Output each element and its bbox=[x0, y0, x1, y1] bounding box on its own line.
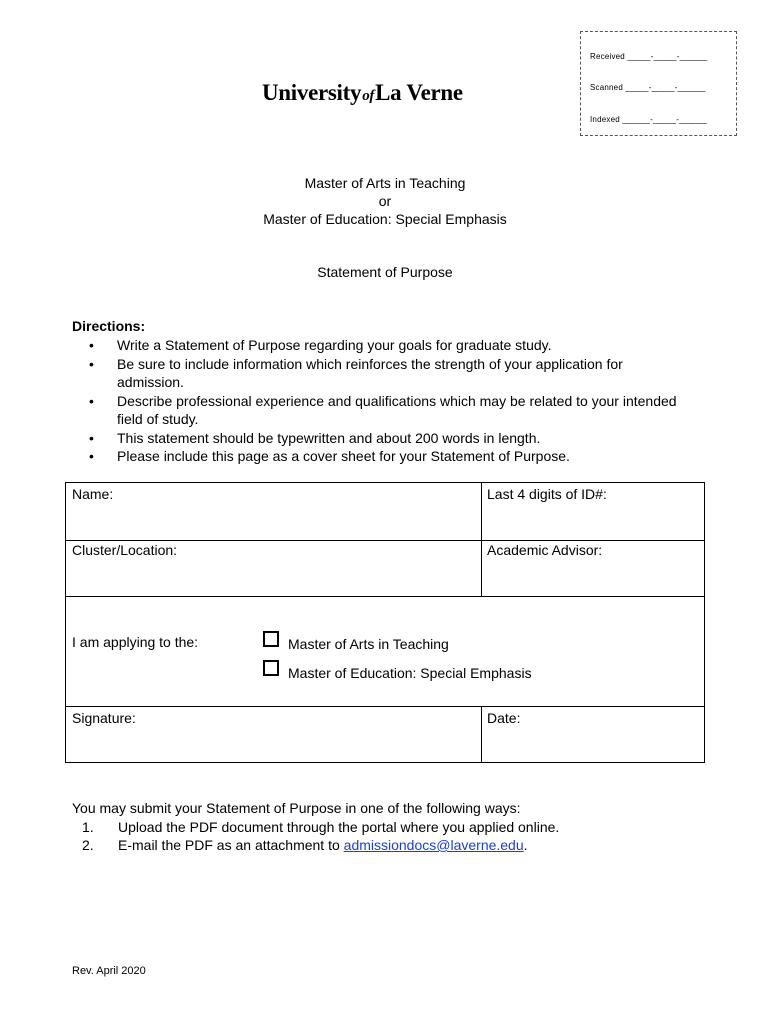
document-subtitle: Statement of Purpose bbox=[317, 264, 453, 280]
logo-part-laverne: La Verne bbox=[375, 80, 463, 105]
id-field-label: Last 4 digits of ID#: bbox=[487, 486, 607, 502]
revision-date: Rev. April 2020 bbox=[72, 965, 146, 977]
name-field-label: Name: bbox=[72, 486, 114, 502]
form-column-divider bbox=[481, 483, 482, 596]
directions-list bbox=[72, 336, 692, 466]
directions-item: • Be sure to include information which reinforces the strength of your application for admission. bbox=[72, 355, 692, 392]
received-line: Received _____-_____-______ bbox=[590, 52, 708, 61]
admissions-email-link[interactable]: admissiondocs@laverne.edu bbox=[343, 837, 524, 853]
applying-to-label: I am applying to the: bbox=[72, 634, 199, 650]
directions-heading: Directions: bbox=[72, 318, 146, 334]
applicant-info-form bbox=[65, 482, 705, 763]
logo-part-of: of bbox=[362, 88, 375, 104]
step-number: 2. bbox=[82, 837, 94, 853]
university-logo bbox=[262, 80, 463, 106]
submission-intro: You may submit your Statement of Purpose in one of the following ways: bbox=[72, 800, 521, 816]
med-special-emphasis-checkbox[interactable] bbox=[263, 660, 279, 676]
logo-part-university: University bbox=[262, 80, 362, 105]
med-option-label: Master of Education: Special Emphasis bbox=[288, 665, 532, 681]
step-text: E-mail the PDF as an attachment to bbox=[118, 837, 344, 853]
step-text-end: . bbox=[523, 837, 528, 853]
program-title-2: Master of Education: Special Emphasis bbox=[263, 211, 507, 227]
submission-steps bbox=[72, 818, 692, 854]
cluster-location-label: Cluster/Location: bbox=[72, 542, 178, 558]
date-label: Date: bbox=[487, 710, 521, 726]
submission-step bbox=[72, 818, 692, 836]
mat-option-label: Master of Arts in Teaching bbox=[288, 636, 449, 652]
program-title-or: or bbox=[378, 193, 392, 209]
form-divider bbox=[66, 706, 704, 707]
form-divider bbox=[66, 596, 704, 597]
academic-advisor-label: Academic Advisor: bbox=[487, 542, 603, 558]
signature-label: Signature: bbox=[72, 710, 136, 726]
form-column-divider bbox=[481, 706, 482, 763]
directions-item: • Write a Statement of Purpose regarding your goals for graduate study. bbox=[72, 336, 692, 355]
office-use-stamp-box bbox=[580, 31, 737, 136]
form-divider bbox=[66, 540, 704, 541]
step-number: 1. bbox=[82, 819, 94, 835]
directions-item: • Please include this page as a cover sheet for your Statement of Purpose. bbox=[72, 447, 692, 466]
directions-item: • This statement should be typewritten and about 200 words in length. bbox=[72, 429, 692, 448]
step-text: Upload the PDF document through the portal where you applied online. bbox=[118, 819, 560, 835]
indexed-line: Indexed ______-_____-______ bbox=[590, 115, 708, 124]
submission-step bbox=[72, 836, 692, 854]
scanned-line: Scanned _____-_____-______ bbox=[590, 83, 706, 92]
program-title-1: Master of Arts in Teaching bbox=[304, 175, 466, 191]
mat-checkbox[interactable] bbox=[263, 631, 279, 647]
directions-item: • Describe professional experience and qualifications which may be related to your intended field of study. bbox=[72, 392, 692, 429]
